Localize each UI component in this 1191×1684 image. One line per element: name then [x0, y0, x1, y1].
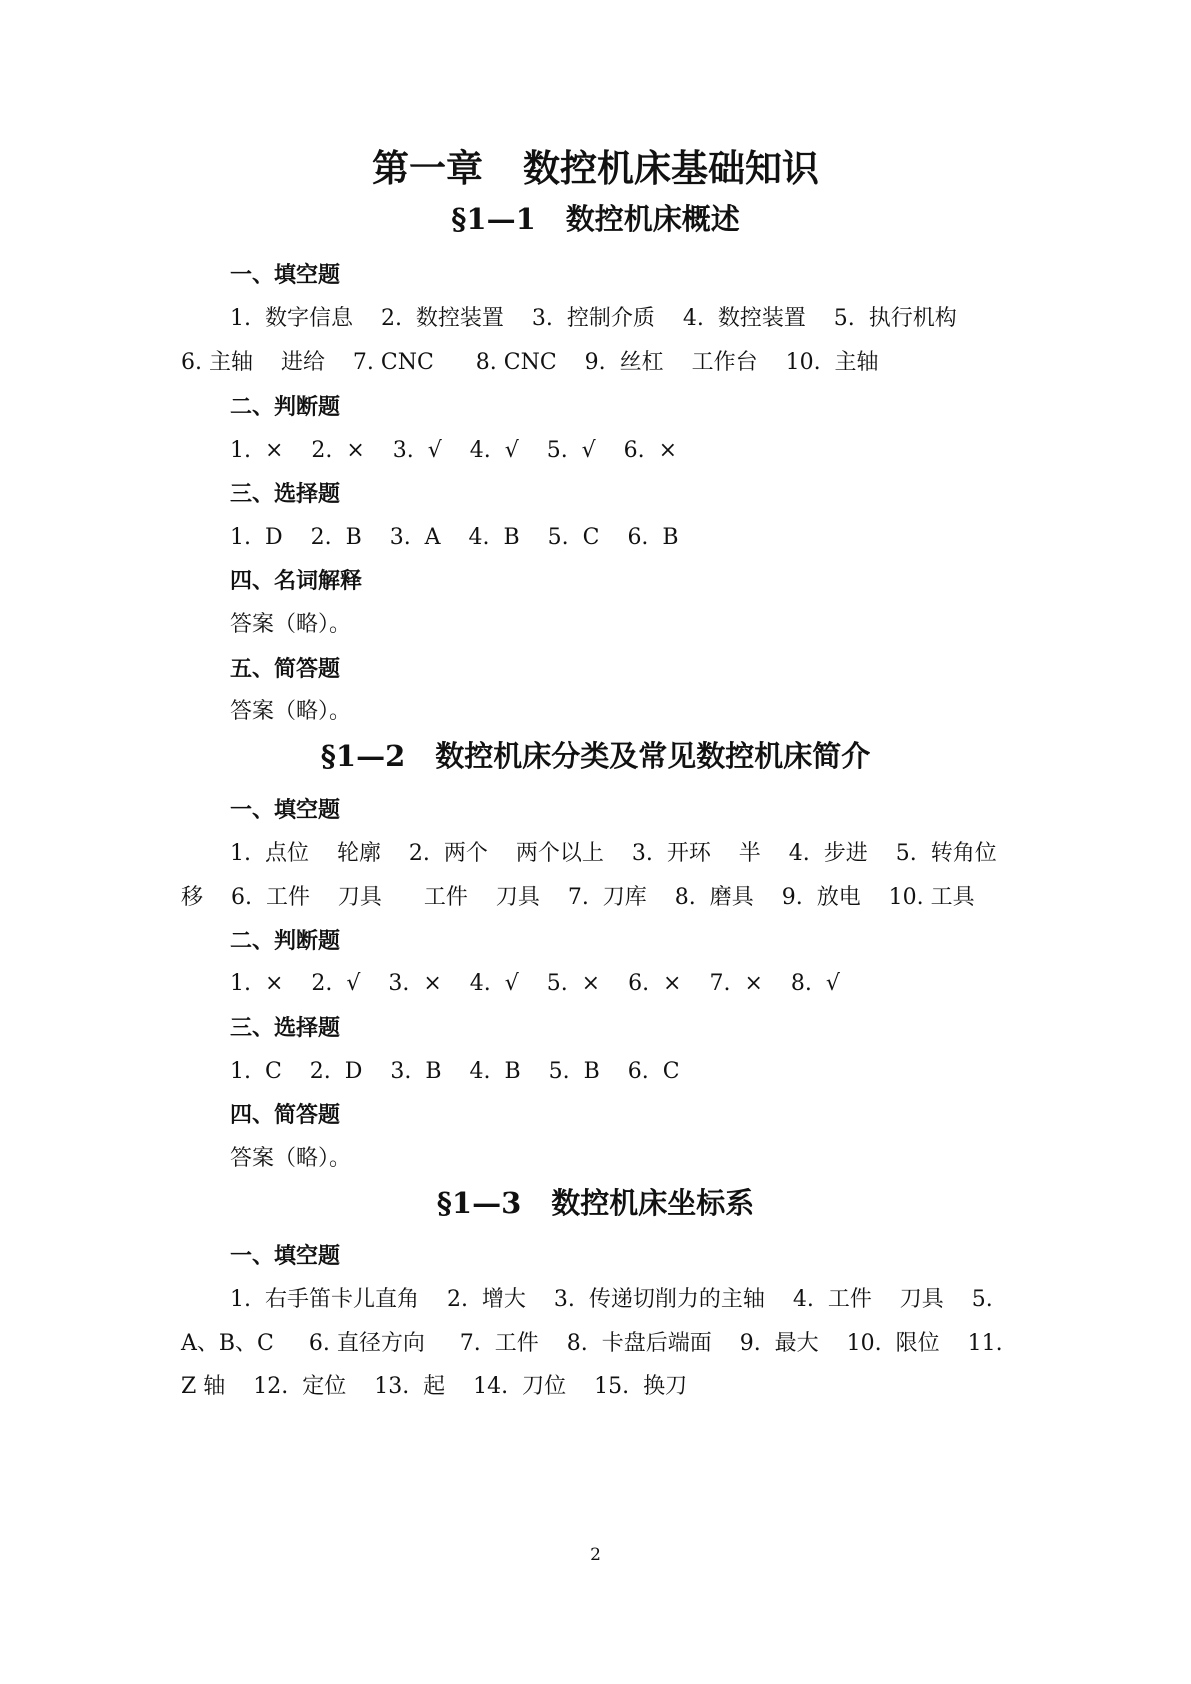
chapter-title: [0, 146, 1191, 190]
answer-line: Z 轴 12. 定位 13. 起 14. 刀位 15. 换刀: [181, 1374, 688, 1399]
chapter-name: 数控机床基础知识: [523, 146, 819, 190]
answer-line: 1. × 2. × 3. √ 4. √ 5. √ 6. ×: [230, 438, 678, 463]
answer-line: A、B、C 6. 直径方向 7. 工件 8. 卡盘后端面 9. 最大 10. 限位 11.: [181, 1331, 1003, 1356]
fill-in-heading: 一、填空题: [230, 797, 341, 823]
answer-line: 移 6. 工件 刀具 工件 刀具 7. 刀库 8. 磨具 9. 放电 10. 工具: [181, 885, 975, 910]
answer-line: 6. 主轴 进给 7. CNC 8. CNC 9. 丝杠 工作台 10. 主轴: [181, 350, 879, 375]
section-number: §1—1: [451, 202, 536, 236]
answer-line: 答案（略）。: [230, 612, 352, 637]
section-title-1-1: [0, 201, 1191, 237]
fill-in-heading: 一、填空题: [230, 262, 341, 288]
section-title-1-3: [0, 1185, 1191, 1221]
section-name: 数控机床分类及常见数控机床简介: [435, 739, 871, 773]
fill-in-heading: 一、填空题: [230, 1243, 341, 1269]
multiple-choice-heading: 三、选择题: [230, 481, 341, 507]
answer-line: 1. × 2. √ 3. × 4. √ 5. × 6. × 7. × 8. √: [230, 971, 840, 996]
short-answer-heading: 五、简答题: [230, 656, 341, 682]
multiple-choice-heading: 三、选择题: [230, 1015, 341, 1041]
true-false-heading: 二、判断题: [230, 394, 341, 420]
section-title-1-2: [0, 738, 1191, 774]
answer-line: 答案（略）。: [230, 699, 352, 724]
chapter-number: 第一章: [372, 146, 483, 190]
section-name: 数控机床坐标系: [551, 1186, 755, 1220]
section-number: §1—3: [436, 1186, 522, 1220]
true-false-heading: 二、判断题: [230, 928, 341, 954]
section-number: §1—2: [320, 739, 406, 773]
term-explanation-heading: 四、名词解释: [230, 568, 363, 594]
page-number: 2: [590, 1545, 601, 1565]
answer-line: 答案（略）。: [230, 1146, 352, 1171]
answer-line: 1. 右手笛卡儿直角 2. 增大 3. 传递切削力的主轴 4. 工件 刀具 5.: [230, 1287, 993, 1312]
answer-line: 1. 点位 轮廓 2. 两个 两个以上 3. 开环 半 4. 步进 5. 转角位: [230, 841, 997, 866]
answer-line: 1. C 2. D 3. B 4. B 5. B 6. C: [230, 1059, 680, 1084]
short-answer-heading: 四、简答题: [230, 1102, 341, 1128]
answer-line: 1. 数字信息 2. 数控装置 3. 控制介质 4. 数控装置 5. 执行机构: [230, 306, 957, 331]
section-name: 数控机床概述: [565, 202, 740, 236]
answer-line: 1. D 2. B 3. A 4. B 5. C 6. B: [230, 525, 679, 550]
